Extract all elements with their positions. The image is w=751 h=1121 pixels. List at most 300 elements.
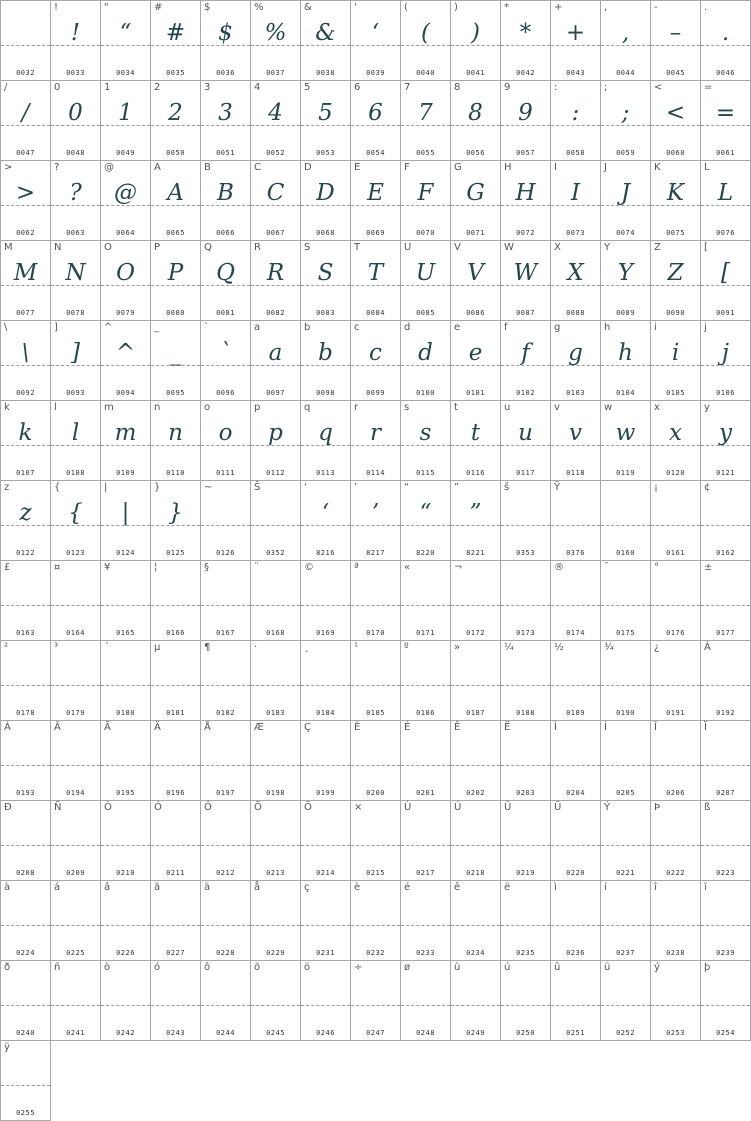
character-code: 0054 xyxy=(366,149,385,157)
reference-character: ³ xyxy=(54,642,59,653)
glyph-cell xyxy=(250,240,301,321)
character-code: 0222 xyxy=(666,869,685,877)
reference-character: ã xyxy=(154,882,161,893)
character-code: 0166 xyxy=(166,629,185,637)
glyph-cell xyxy=(150,800,201,881)
font-glyph xyxy=(651,493,700,533)
font-glyph: % xyxy=(264,20,287,46)
glyph-cell xyxy=(0,320,51,401)
font-glyph: C xyxy=(266,180,285,206)
character-code: 0124 xyxy=(116,549,135,557)
glyph-cell xyxy=(150,480,201,561)
font-glyph: 5 xyxy=(318,100,333,126)
font-glyph: S xyxy=(317,260,334,286)
glyph-cell xyxy=(700,400,751,481)
character-code: 0238 xyxy=(666,949,685,957)
font-glyph xyxy=(451,573,500,613)
reference-character: ¥ xyxy=(104,562,111,573)
character-code: 0217 xyxy=(416,869,435,877)
character-code: 0090 xyxy=(666,309,685,317)
font-glyph: / xyxy=(21,100,30,126)
reference-character: k xyxy=(4,402,10,413)
character-code: 0064 xyxy=(116,229,135,237)
font-glyph: “ xyxy=(419,500,432,526)
font-glyph xyxy=(101,973,150,1013)
character-code: 0174 xyxy=(566,629,585,637)
font-glyph: 8 xyxy=(468,100,483,126)
font-glyph xyxy=(501,733,550,773)
reference-character: 9 xyxy=(504,82,511,93)
font-glyph xyxy=(201,893,250,933)
glyph-cell xyxy=(100,640,151,721)
character-code: 8221 xyxy=(466,549,485,557)
character-code: 0352 xyxy=(266,549,285,557)
character-code: 0034 xyxy=(116,69,135,77)
character-code: 0246 xyxy=(316,1029,335,1037)
font-glyph xyxy=(451,653,500,693)
font-glyph: m xyxy=(114,420,137,446)
glyph-cell xyxy=(100,560,151,641)
character-code: 0118 xyxy=(566,469,585,477)
glyph-cell xyxy=(700,880,751,961)
font-glyph: L xyxy=(717,180,734,206)
reference-character: E xyxy=(354,162,361,173)
reference-character: ´ xyxy=(104,642,109,653)
reference-character: µ xyxy=(154,642,161,653)
reference-character: ” xyxy=(454,482,460,493)
reference-character: d xyxy=(404,322,411,333)
reference-character: ¬ xyxy=(454,562,463,573)
glyph-cell xyxy=(150,0,201,81)
reference-character: £ xyxy=(4,562,11,573)
character-code: 0079 xyxy=(116,309,135,317)
character-code: 0203 xyxy=(516,789,535,797)
glyph-cell xyxy=(100,160,151,241)
font-glyph: t xyxy=(470,420,481,446)
glyph-cell xyxy=(50,640,101,721)
reference-character: î xyxy=(654,882,657,893)
reference-character: Ü xyxy=(554,802,562,813)
character-code: 0092 xyxy=(16,389,35,397)
reference-character: Í xyxy=(604,722,607,733)
font-glyph xyxy=(601,493,650,533)
reference-character: { xyxy=(54,482,61,493)
font-glyph xyxy=(701,493,750,533)
reference-character: ü xyxy=(604,962,611,973)
character-code: 0114 xyxy=(366,469,385,477)
character-code: 0209 xyxy=(66,869,85,877)
font-glyph: M xyxy=(13,260,38,286)
glyph-cell xyxy=(400,720,451,801)
reference-character: º xyxy=(404,642,409,653)
reference-character: M xyxy=(4,242,13,253)
font-glyph xyxy=(701,653,750,693)
font-glyph: Z xyxy=(667,260,684,286)
font-glyph: K xyxy=(666,180,685,206)
character-code: 0162 xyxy=(716,549,735,557)
glyph-cell xyxy=(500,480,551,561)
character-code: 0093 xyxy=(66,389,85,397)
glyph-cell xyxy=(500,560,551,641)
character-code: 0247 xyxy=(366,1029,385,1037)
glyph-cell xyxy=(100,320,151,401)
glyph-cell xyxy=(200,0,251,81)
font-glyph xyxy=(701,893,750,933)
character-code: 0232 xyxy=(366,949,385,957)
character-code: 0123 xyxy=(66,549,85,557)
glyph-cell xyxy=(400,240,451,321)
glyph-cell xyxy=(100,480,151,561)
reference-character: ^ xyxy=(104,322,113,333)
glyph-cell xyxy=(500,240,551,321)
font-glyph: ’ xyxy=(371,500,380,526)
font-glyph xyxy=(101,813,150,853)
glyph-cell xyxy=(500,720,551,801)
font-glyph: n xyxy=(168,420,183,446)
character-code: 0164 xyxy=(66,629,85,637)
reference-character: 7 xyxy=(404,82,411,93)
font-glyph: T xyxy=(367,260,384,286)
font-glyph: = xyxy=(715,100,736,126)
glyph-cell xyxy=(650,0,701,81)
character-code: 0210 xyxy=(116,869,135,877)
glyph-cell xyxy=(450,640,501,721)
font-glyph xyxy=(501,813,550,853)
glyph-cell xyxy=(600,880,651,961)
glyph-cell xyxy=(550,560,601,641)
glyph-cell xyxy=(200,720,251,801)
reference-character: ± xyxy=(704,562,713,573)
glyph-cell xyxy=(700,720,751,801)
font-glyph xyxy=(101,733,150,773)
glyph-cell xyxy=(650,320,701,401)
character-code: 0113 xyxy=(316,469,335,477)
glyph-cell xyxy=(350,80,401,161)
character-code: 0252 xyxy=(616,1029,635,1037)
character-code: 0082 xyxy=(266,309,285,317)
character-code: 0050 xyxy=(166,149,185,157)
glyph-cell xyxy=(550,880,601,961)
reference-character: « xyxy=(404,562,411,573)
character-code: 0202 xyxy=(466,789,485,797)
glyph-cell xyxy=(700,320,751,401)
font-glyph: ] xyxy=(71,340,80,366)
glyph-cell xyxy=(150,560,201,641)
glyph-cell xyxy=(200,800,251,881)
glyph-cell xyxy=(650,640,701,721)
glyph-cell xyxy=(400,160,451,241)
font-glyph xyxy=(651,573,700,613)
font-glyph: “ xyxy=(119,20,132,46)
character-code: 0231 xyxy=(316,949,335,957)
font-glyph xyxy=(351,733,400,773)
glyph-cell xyxy=(200,320,251,401)
character-code: 0172 xyxy=(466,629,485,637)
glyph-cell xyxy=(700,800,751,881)
reference-character: ’ xyxy=(354,482,358,493)
reference-character: × xyxy=(354,802,363,813)
reference-character: ß xyxy=(704,802,711,813)
character-code: 0225 xyxy=(66,949,85,957)
character-code: 0038 xyxy=(316,69,335,77)
glyph-cell xyxy=(150,160,201,241)
reference-character: ( xyxy=(404,2,408,13)
reference-character: ½ xyxy=(554,642,564,653)
character-code: 0040 xyxy=(416,69,435,77)
character-code: 0096 xyxy=(216,389,235,397)
character-code: 0095 xyxy=(166,389,185,397)
font-glyph: Q xyxy=(216,260,235,286)
character-code: 0056 xyxy=(466,149,485,157)
font-glyph: c xyxy=(369,340,382,366)
character-code: 0213 xyxy=(266,869,285,877)
font-glyph xyxy=(351,813,400,853)
reference-character: / xyxy=(4,82,8,93)
character-code: 0083 xyxy=(316,309,335,317)
glyph-cell xyxy=(500,800,551,881)
character-code: 0177 xyxy=(716,629,735,637)
character-code: 0253 xyxy=(666,1029,685,1037)
glyph-cell xyxy=(100,240,151,321)
font-glyph: 4 xyxy=(268,100,283,126)
glyph-cell xyxy=(100,720,151,801)
reference-character: " xyxy=(104,2,109,13)
glyph-cell xyxy=(0,640,51,721)
character-code: 0052 xyxy=(266,149,285,157)
font-glyph xyxy=(251,813,300,853)
font-glyph xyxy=(251,733,300,773)
character-code: 0187 xyxy=(466,709,485,717)
character-code: 0041 xyxy=(466,69,485,77)
font-glyph: u xyxy=(518,420,533,446)
glyph-cell xyxy=(50,480,101,561)
font-glyph: [ xyxy=(721,260,730,286)
character-code: 0160 xyxy=(616,549,635,557)
reference-character: Á xyxy=(4,722,11,733)
reference-character: Y xyxy=(604,242,611,253)
character-code: 0097 xyxy=(266,389,285,397)
reference-character: Ñ xyxy=(54,802,62,813)
font-glyph xyxy=(151,813,200,853)
reference-character: a xyxy=(254,322,261,333)
character-code: 0033 xyxy=(66,69,85,77)
reference-character: ~ xyxy=(204,482,213,493)
reference-character: ñ xyxy=(54,962,61,973)
glyph-cell xyxy=(650,800,701,881)
character-code: 0039 xyxy=(366,69,385,77)
font-glyph xyxy=(351,573,400,613)
reference-character: Ô xyxy=(204,802,212,813)
reference-character: ' xyxy=(354,2,357,13)
font-glyph: h xyxy=(618,340,633,366)
glyph-cell xyxy=(150,880,201,961)
reference-character: ® xyxy=(554,562,564,573)
character-code: 0065 xyxy=(166,229,185,237)
reference-character: Ÿ xyxy=(554,482,561,493)
font-glyph xyxy=(251,653,300,693)
glyph-cell xyxy=(300,960,351,1041)
glyph-cell xyxy=(250,560,301,641)
glyph-cell xyxy=(0,480,51,561)
glyph-cell xyxy=(50,800,101,881)
character-code: 0215 xyxy=(366,869,385,877)
character-code: 0080 xyxy=(166,309,185,317)
reference-character: _ xyxy=(154,322,159,333)
glyph-cell xyxy=(500,80,551,161)
reference-character: & xyxy=(304,2,312,13)
font-glyph xyxy=(401,733,450,773)
character-code: 0219 xyxy=(516,869,535,877)
character-code: 0101 xyxy=(466,389,485,397)
reference-character: W xyxy=(504,242,514,253)
character-code: 0103 xyxy=(566,389,585,397)
character-code: 0218 xyxy=(466,869,485,877)
font-glyph xyxy=(651,893,700,933)
reference-character: N xyxy=(54,242,62,253)
font-glyph xyxy=(551,733,600,773)
reference-character: y xyxy=(704,402,710,413)
glyph-cell xyxy=(300,880,351,961)
font-glyph: O xyxy=(116,260,135,286)
reference-character: e xyxy=(454,322,461,333)
font-glyph: Y xyxy=(617,260,634,286)
font-glyph xyxy=(51,893,100,933)
character-code: 0100 xyxy=(416,389,435,397)
glyph-cell xyxy=(200,160,251,241)
character-code: 0032 xyxy=(16,69,35,77)
font-glyph: R xyxy=(266,260,285,286)
glyph-cell xyxy=(450,240,501,321)
glyph-cell xyxy=(700,240,751,321)
character-code: 0168 xyxy=(266,629,285,637)
character-code: 0173 xyxy=(516,629,535,637)
reference-character: È xyxy=(354,722,361,733)
character-code: 0058 xyxy=(566,149,585,157)
reference-character: q xyxy=(304,402,311,413)
reference-character: H xyxy=(504,162,512,173)
character-code: 0089 xyxy=(616,309,635,317)
font-glyph xyxy=(501,573,550,613)
reference-character: è xyxy=(354,882,361,893)
glyph-cell xyxy=(250,400,301,481)
reference-character: ¹ xyxy=(354,642,359,653)
font-glyph xyxy=(101,573,150,613)
glyph-cell xyxy=(500,400,551,481)
font-glyph: ” xyxy=(469,500,482,526)
reference-character: é xyxy=(404,882,411,893)
reference-character: ë xyxy=(504,882,511,893)
glyph-cell xyxy=(50,80,101,161)
reference-character: à xyxy=(4,882,11,893)
reference-character: K xyxy=(654,162,661,173)
font-glyph: ) xyxy=(471,20,480,46)
reference-character: § xyxy=(204,562,209,573)
glyph-cell xyxy=(0,0,51,81)
character-code: 0250 xyxy=(516,1029,535,1037)
character-code: 0105 xyxy=(666,389,685,397)
font-glyph: ( xyxy=(421,20,430,46)
character-code: 0117 xyxy=(516,469,535,477)
glyph-cell xyxy=(600,80,651,161)
character-code: 0112 xyxy=(266,469,285,477)
character-code: 0242 xyxy=(116,1029,135,1037)
reference-character: Ö xyxy=(304,802,312,813)
reference-character: B xyxy=(204,162,211,173)
glyph-cell xyxy=(300,240,351,321)
reference-character: ¨ xyxy=(254,562,259,573)
glyph-cell xyxy=(650,240,701,321)
font-glyph xyxy=(651,733,700,773)
glyph-cell xyxy=(650,880,701,961)
character-code: 0236 xyxy=(566,949,585,957)
glyph-cell xyxy=(200,480,251,561)
glyph-cell xyxy=(650,80,701,161)
glyph-cell xyxy=(200,960,251,1041)
font-glyph: p xyxy=(268,420,283,446)
reference-character: ÷ xyxy=(354,962,363,973)
font-glyph: i xyxy=(671,340,680,366)
reference-character: A xyxy=(154,162,161,173)
glyph-cell xyxy=(350,480,401,561)
reference-character: h xyxy=(604,322,611,333)
reference-character: ‘ xyxy=(304,482,308,493)
font-glyph: l xyxy=(71,420,80,446)
reference-character: 2 xyxy=(154,82,161,93)
glyph-cell xyxy=(400,400,451,481)
glyph-cell xyxy=(250,880,301,961)
character-code: 0208 xyxy=(16,869,35,877)
font-glyph xyxy=(151,653,200,693)
character-code: 0229 xyxy=(266,949,285,957)
font-glyph xyxy=(1,573,50,613)
reference-character: ö xyxy=(304,962,311,973)
character-code: 0051 xyxy=(216,149,235,157)
character-code: 0241 xyxy=(66,1029,85,1037)
glyph-cell xyxy=(250,960,301,1041)
character-code: 0175 xyxy=(616,629,635,637)
font-glyph xyxy=(401,573,450,613)
font-glyph: < xyxy=(665,100,686,126)
glyph-cell xyxy=(450,800,501,881)
reference-character: ¼ xyxy=(504,642,514,653)
reference-character: ¾ xyxy=(604,642,614,653)
glyph-cell xyxy=(550,80,601,161)
reference-character: # xyxy=(154,2,163,13)
character-code: 0201 xyxy=(416,789,435,797)
glyph-cell xyxy=(50,320,101,401)
font-glyph: N xyxy=(65,260,86,286)
glyph-cell xyxy=(350,160,401,241)
reference-character: ] xyxy=(54,322,58,333)
font-glyph: _ xyxy=(169,340,182,366)
character-code: 0196 xyxy=(166,789,185,797)
glyph-cell xyxy=(400,560,451,641)
character-code: 0194 xyxy=(66,789,85,797)
reference-character: ¸ xyxy=(304,642,309,653)
glyph-cell xyxy=(50,160,101,241)
font-glyph: s xyxy=(419,420,432,446)
font-glyph xyxy=(601,813,650,853)
font-glyph xyxy=(301,973,350,1013)
reference-character: ¿ xyxy=(654,642,660,653)
character-code: 0121 xyxy=(716,469,735,477)
reference-character: ` xyxy=(204,322,209,333)
reference-character: ä xyxy=(204,882,211,893)
font-glyph xyxy=(551,973,600,1013)
glyph-cell xyxy=(0,80,51,161)
glyph-cell xyxy=(500,880,551,961)
reference-character: š xyxy=(504,482,510,493)
